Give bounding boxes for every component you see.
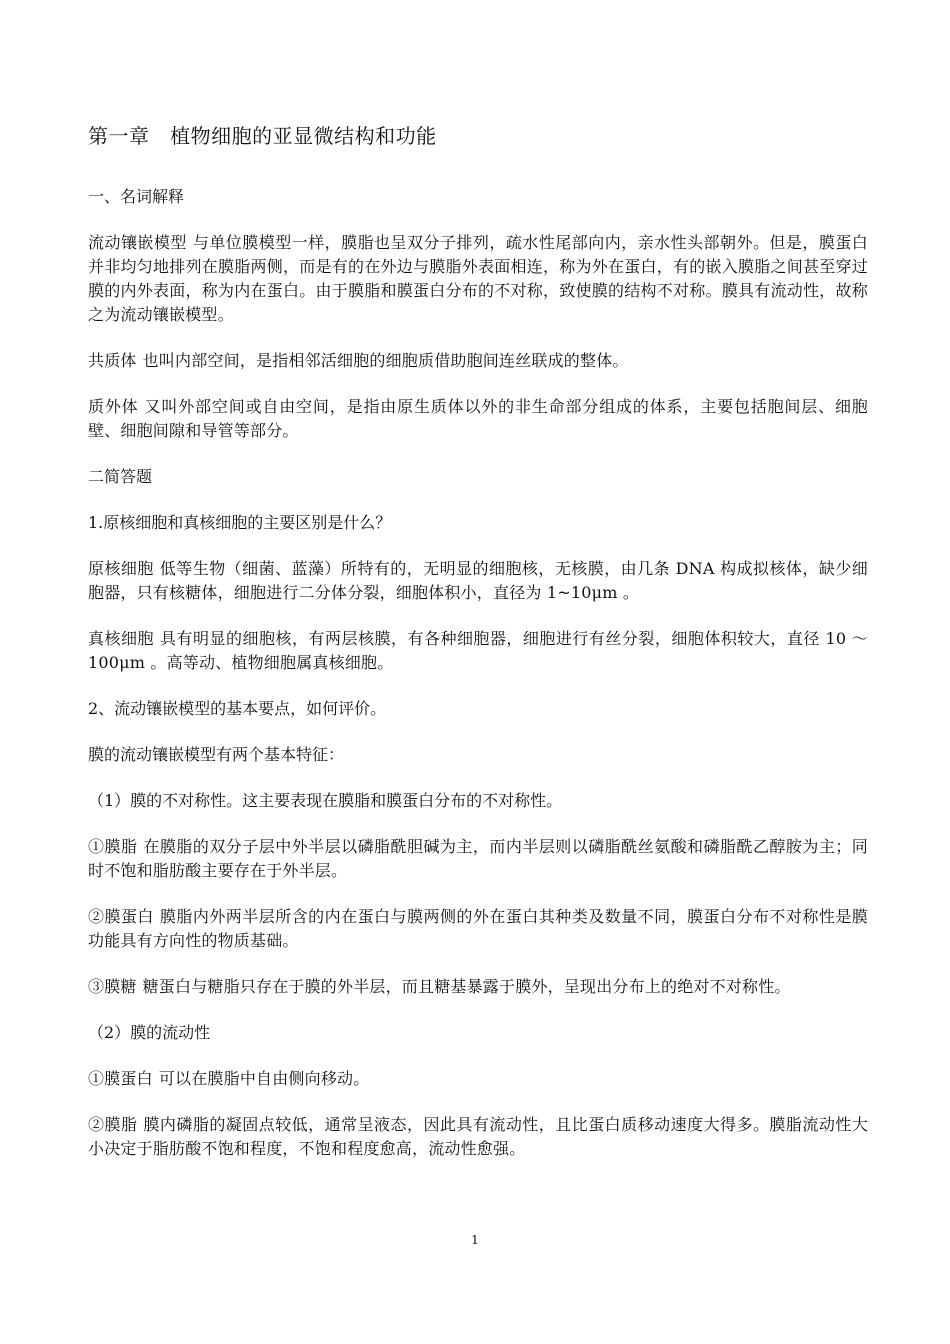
definition-term: 流动镶嵌模型 (88, 233, 187, 252)
definition-text: 与单位膜模型一样，膜脂也呈双分子排列，疏水性尾部向内，亲水性头部朝外。但是，膜蛋白并非均匀地排列在膜脂两侧，而是有的在外边与膜脂外表面相连，称为外在蛋白，有的嵌入膜脂之间甚至穿过膜的内外表面，称为内在蛋白。由于膜脂和膜蛋白分布的不对称，致使膜的结构不对称。膜具有流动性，故称之为流动镶嵌模型。 (88, 233, 868, 324)
point-text: 膜脂内外两半层所含的内在蛋白与膜两侧的外在蛋白其种类及数量不同，膜蛋白分布不对称性是膜功能具有方向性的物质基础。 (88, 907, 868, 950)
point-item (88, 1113, 868, 1161)
page-number: 1 (471, 1233, 479, 1247)
point-item (88, 1067, 868, 1091)
definition-paragraph (88, 231, 868, 327)
answer-text: 具有明显的细胞核，有两层核膜，有各种细胞器，细胞进行有丝分裂，细胞体积较大，直径 10 ～ 100μm 。高等动、植物细胞属真核细胞。 (88, 629, 868, 672)
point-text: 糖蛋白与糖脂只存在于膜的外半层，而且糖基暴露于膜外，呈现出分布上的绝对不对称性。 (142, 977, 791, 996)
answer-term: 真核细胞 (88, 629, 154, 648)
definition-text: 也叫内部空间，是指相邻活细胞的细胞质借助胞间连丝联成的整体。 (142, 351, 629, 370)
point-item (88, 905, 868, 953)
answer-text: 低等生物（细菌、蓝藻）所特有的，无明显的细胞核，无核膜，由几条 DNA 构成拟核体，缺少细胞器，只有核糖体，细胞进行二分体分裂，细胞体积小，直径为 1~10μm 。 (88, 559, 868, 602)
answer-term: 原核细胞 (88, 559, 154, 578)
point-2-heading: （2）膜的流动性 (88, 1023, 211, 1042)
point-item (88, 835, 868, 883)
question-1: 1.原核细胞和真核细胞的主要区别是什么？ (88, 513, 392, 532)
point-term: ①膜蛋白 (88, 1069, 153, 1088)
page-content (88, 121, 868, 1183)
question-2-intro: 膜的流动镶嵌模型有两个基本特征： (88, 745, 345, 764)
chapter-title: 第一章 植物细胞的亚显微结构和功能 (88, 124, 437, 148)
point-text: 可以在膜脂中自由侧向移动。 (158, 1069, 370, 1088)
point-term: ①膜脂 (88, 837, 138, 856)
section2-heading: 二简答题 (88, 467, 153, 486)
question-2: 2、流动镶嵌模型的基本要点，如何评价。 (88, 699, 387, 718)
definition-term: 共质体 (88, 351, 137, 370)
point-term: ②膜蛋白 (88, 907, 154, 926)
point-term: ③膜糖 (88, 977, 137, 996)
point-text: 在膜脂的双分子层中外半层以磷脂酰胆碱为主，而内半层则以磷脂酰丝氨酸和磷脂酰乙醇胺为主；同时不饱和脂肪酸主要存在于外半层。 (88, 837, 868, 880)
definition-paragraph (88, 395, 868, 443)
point-text: 膜内磷脂的凝固点较低，通常呈液态，因此具有流动性，且比蛋白质移动速度大得多。膜脂流动性大小决定于脂肪酸不饱和程度，不饱和程度愈高，流动性愈强。 (88, 1115, 868, 1158)
definition-text: 又叫外部空间或自由空间，是指由原生质体以外的非生命部分组成的体系，主要包括胞间层、细胞壁、细胞间隙和导管等部分。 (88, 397, 868, 440)
point-term: ②膜脂 (88, 1115, 138, 1134)
answer-paragraph (88, 557, 868, 605)
answer-paragraph (88, 627, 868, 675)
definition-term: 质外体 (88, 397, 139, 416)
point-item (88, 975, 868, 999)
point-1-heading: （1）膜的不对称性。这主要表现在膜脂和膜蛋白分布的不对称性。 (88, 791, 563, 810)
definition-paragraph (88, 349, 868, 373)
section1-heading: 一、名词解释 (88, 187, 185, 206)
